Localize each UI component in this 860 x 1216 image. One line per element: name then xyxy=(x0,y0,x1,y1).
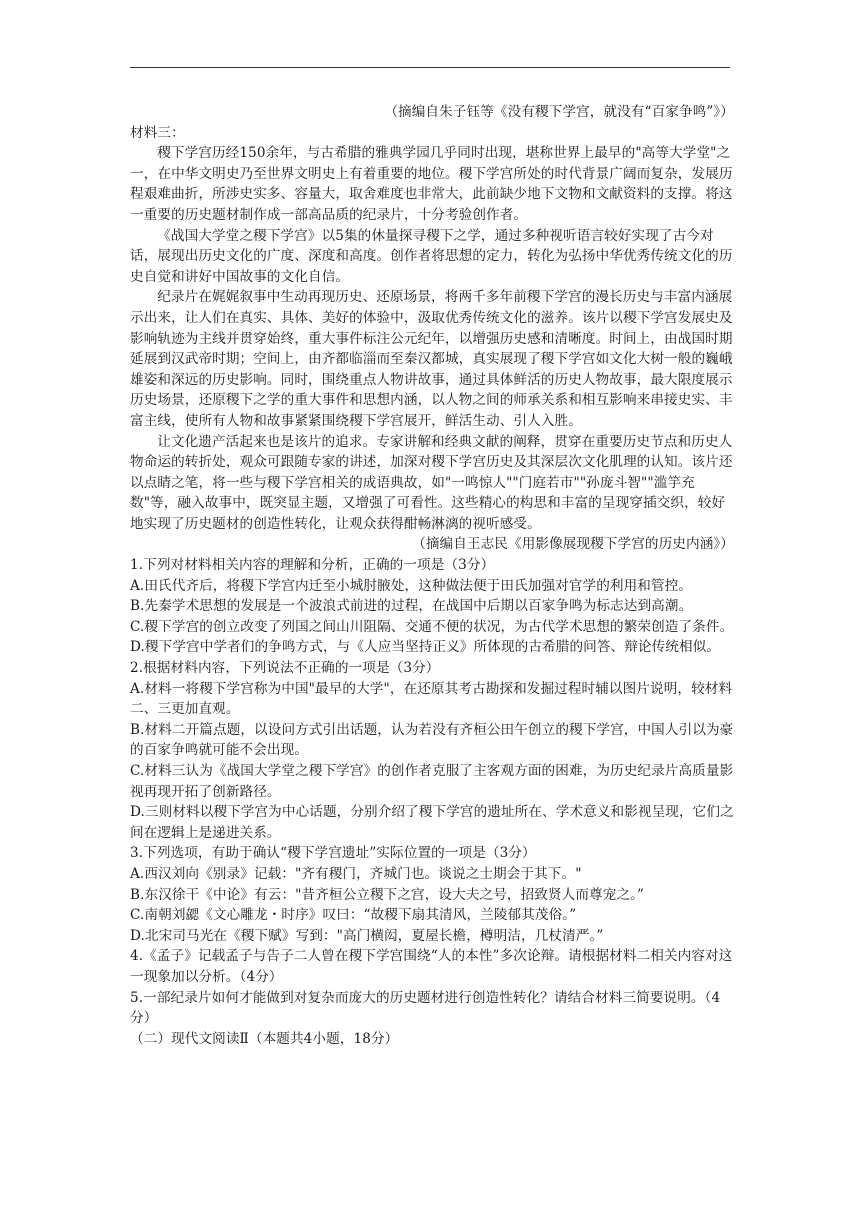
question-1-option-c: C.稷下学宫的创立改变了列国之间山川阻隔、交通不便的状况，为古代学术思想的繁荣创造了条件。 xyxy=(130,618,734,635)
material-3-paragraph-3: 纪录片在娓娓叙事中生动再现历史、还原场景，将两千多年前稷下学宫的漫长历史与丰富内涵展示出来，让人们在真实、具体、美好的体验中，汲取优秀传统文化的滋养。该片以稷下学宫发展史及影响轨迹为主线并贯穿始终，重大事件标注公元纪年，以增强历史感和清晰度。时间上，由战国时期延展到汉武帝时期；空间上，由齐都临淄而至秦汉都城，真实展现了稷下学宫如文化大树一般的巍峨雄姿和深远的历史影响。同时，围绕重点人物讲故事，通过具体鲜活的历史人物故事，最大限度展示历史场景，还原稷下之学的重大事件和思想内涵，以人物之间的师承关系和相互影响来串接史实、丰富主线，使所有人物和故事紧紧围绕稷下学宫展开，鲜活生动、引人入胜。 xyxy=(130,289,733,429)
question-3-option-a: A.西汉刘向《别录》记载："齐有稷门，齐城门也。谈说之士期会于其下。" xyxy=(130,865,582,882)
question-1-option-b: B.先秦学术思想的发展是一个波浪式前进的过程，在战国中后期以百家争鸣为标志达到高潮。 xyxy=(130,598,693,615)
material-3-paragraph-2: 《战国大学堂之稷下学宫》以5集的休量探寻稷下之学，通过多种视听语言较好实现了古今对话，展现出历史文化的广度、深度和高度。创作者将思想的定力，转化为弘扬中华优秀传统文化的历史自觉和讲好中国故事的文化自信。 xyxy=(130,227,733,285)
question-3-option-d: D.北宋司马光在《稷下赋》写到："高门横闳，夏屋长檐，樽明洁，几杖清严。” xyxy=(130,927,604,944)
question-1-option-d: D.稷下学宫中学者们的争鸣方式，与《人应当坚持正义》所体现的古希腊的问答、辩论传统相似。 xyxy=(130,639,721,656)
question-3-option-b: B.东汉徐干《中论》有云："昔齐桓公立稷下之宫，设大夫之号，招致贤人而尊宠之。” xyxy=(130,886,645,903)
source-citation-1: （摘编自朱子钰等《没有稷下学宫，就没有“百家争鸣”》） xyxy=(384,104,734,120)
header-rule xyxy=(130,67,730,68)
question-3-stem: 3.下列选项，有助于确认“稷下学宫遗址”实际位置的一项是（3分） xyxy=(130,845,536,862)
material-3-paragraph-4: 让文化遗产活起来也是该片的追求。专家讲解和经典文献的阐释，贯穿在重要历史节点和历史人物命运的转折处，观众可跟随专家的讲述，加深对稷下学宫历史及其深层次文化肌理的认知。该片还以点睛之笔，将一些与稷下学宫相关的成语典故，如"一鸣惊人""门庭若市""孙庞斗智""滥竽充数"等，融入故事中，既突显主题，又增强了可看性。这些精心的构思和丰富的呈现穿插交织，较好地实现了历史题材的创造性转化，让观众获得酣畅淋漓的视听感受。 xyxy=(130,433,733,532)
section-heading: （二）现代文阅读Ⅱ（本题共4小题，18分） xyxy=(130,1030,399,1047)
question-3-option-c: C.南朝刘勰《文心雕龙・时序》叹曰：“故稷下扇其清风，兰陵郁其茂俗。” xyxy=(130,907,577,924)
question-5: 5.一部纪录片如何才能做到对复杂而庞大的历史题材进行创造性转化？请结合材料三简要说明。（4分） xyxy=(130,989,721,1027)
question-4: 4.《孟子》记载孟子与告子二人曾在稷下学宫围绕“人的本性”多次论辩。请根据材料二相关内容对这一现象加以分析。（4分） xyxy=(130,948,733,985)
question-2-option-c: C.材料三认为《战国大学堂之稷下学宫》的创作者克服了主客观方面的困难，为历史纪录片高质量影视再现开拓了创新路径。 xyxy=(130,763,734,800)
page-content xyxy=(130,102,736,1049)
material-3-label: 材料三： xyxy=(130,124,185,141)
source-citation-3: （摘编自王志民《用影像展现稷下学宫的历史内涵》） xyxy=(412,536,734,553)
question-2-option-a: A.材料一将稷下学宫称为中国"最早的大学"，在还原其考古勘探和发掘过程时辅以图片说明，较材料二、三更加直观。 xyxy=(130,680,733,718)
question-2-option-b: B.材料二开篇点题，以设问方式引出话题，认为若没有齐桓公田午创立的稷下学宫，中国人引以为豪的百家争鸣就可能不会出现。 xyxy=(130,721,734,759)
material-3-paragraph-1: 稷下学宫历经150余年，与古希腊的雅典学园几乎同时出现，堪称世界上最早的"高等大学堂"之一，在中华文明史乃至世界文明史上有着重要的地位。稷下学宫所处的时代背景广阔而复杂，发展历程艰难曲折，所涉史实多、容量大，取舍难度也非常大，此前缺少地下文物和文献资料的支撑。将这一重要的历史题材制作成一部高品质的纪录片，十分考验创作者。 xyxy=(130,145,733,223)
question-2-stem: 2.根据材料内容，下列说法不正确的一项是（3分） xyxy=(130,660,440,677)
question-1-stem: 1.下列对材料相关内容的理解和分析，正确的一项是（3分） xyxy=(130,557,495,574)
question-2-option-d: D.三则材料以稷下学宫为中心话题，分别介绍了稷下学宫的遗址所在、学术意义和影视呈现，它们之间在逻辑上是递进关系。 xyxy=(130,804,734,841)
question-1-option-a: A.田氏代齐后，将稷下学宫内迁至小城肘腋处，这种做法便于田氏加强对官学的利用和管控。 xyxy=(130,577,693,594)
